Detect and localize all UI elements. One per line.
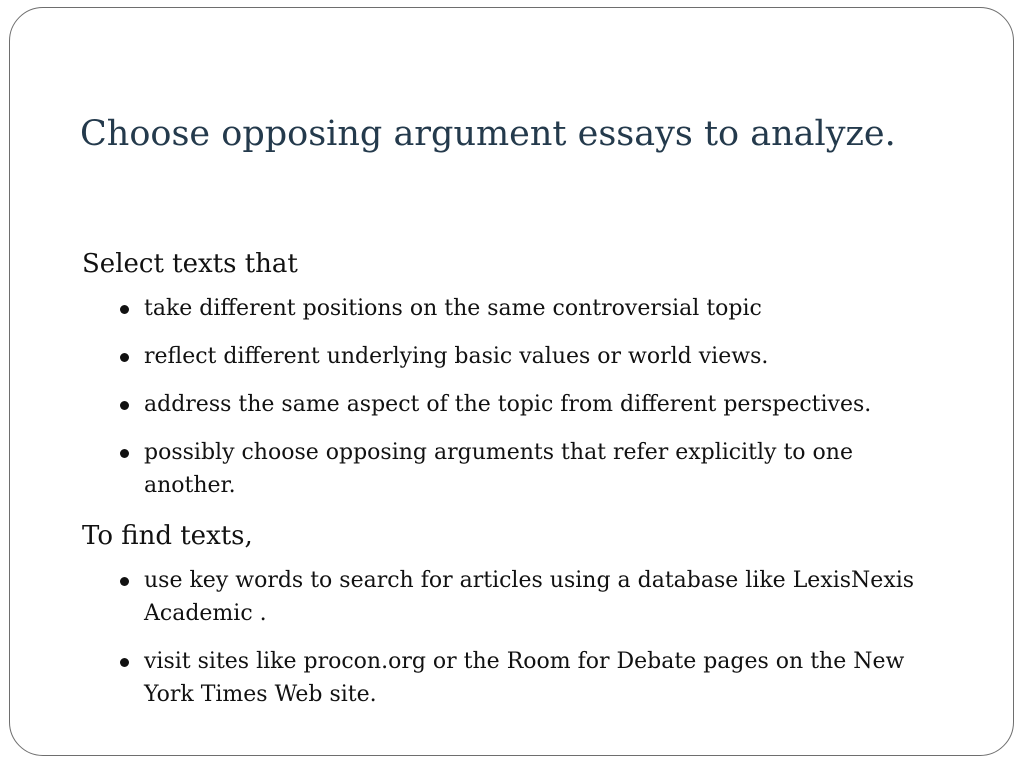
bullet-dot-icon [120, 658, 129, 667]
bullet-item [82, 564, 942, 630]
section-heading-select-texts: Select texts that [82, 249, 298, 279]
section-heading-find-texts: To find texts, [82, 521, 253, 551]
bullet-item [82, 436, 942, 502]
slide-title: Choose opposing argument essays to analyze. [80, 114, 896, 154]
bullet-dot-icon [120, 305, 129, 314]
bullet-dot-icon [120, 353, 129, 362]
bullet-list-find-texts [82, 564, 942, 711]
bullet-text: use key words to search for articles using a database like LexisNexis Academic . [144, 568, 915, 626]
bullet-text: visit sites like procon.org or the Room for Debate pages on the New York Times Web site. [144, 649, 905, 707]
bullet-item [82, 645, 942, 711]
bullet-dot-icon [120, 401, 129, 410]
bullet-list-select-texts [82, 292, 942, 502]
bullet-text: reflect different underlying basic values or world views. [144, 344, 769, 369]
bullet-item [82, 292, 942, 325]
bullet-text: take different positions on the same controversial topic [144, 296, 762, 321]
bullet-item [82, 340, 942, 373]
bullet-dot-icon [120, 449, 129, 458]
bullet-item [82, 388, 942, 421]
bullet-text: possibly choose opposing arguments that refer explicitly to one another. [144, 440, 853, 498]
bullet-text: address the same aspect of the topic from different perspectives. [144, 392, 872, 417]
slide-body [82, 245, 942, 726]
bullet-dot-icon [120, 577, 129, 586]
